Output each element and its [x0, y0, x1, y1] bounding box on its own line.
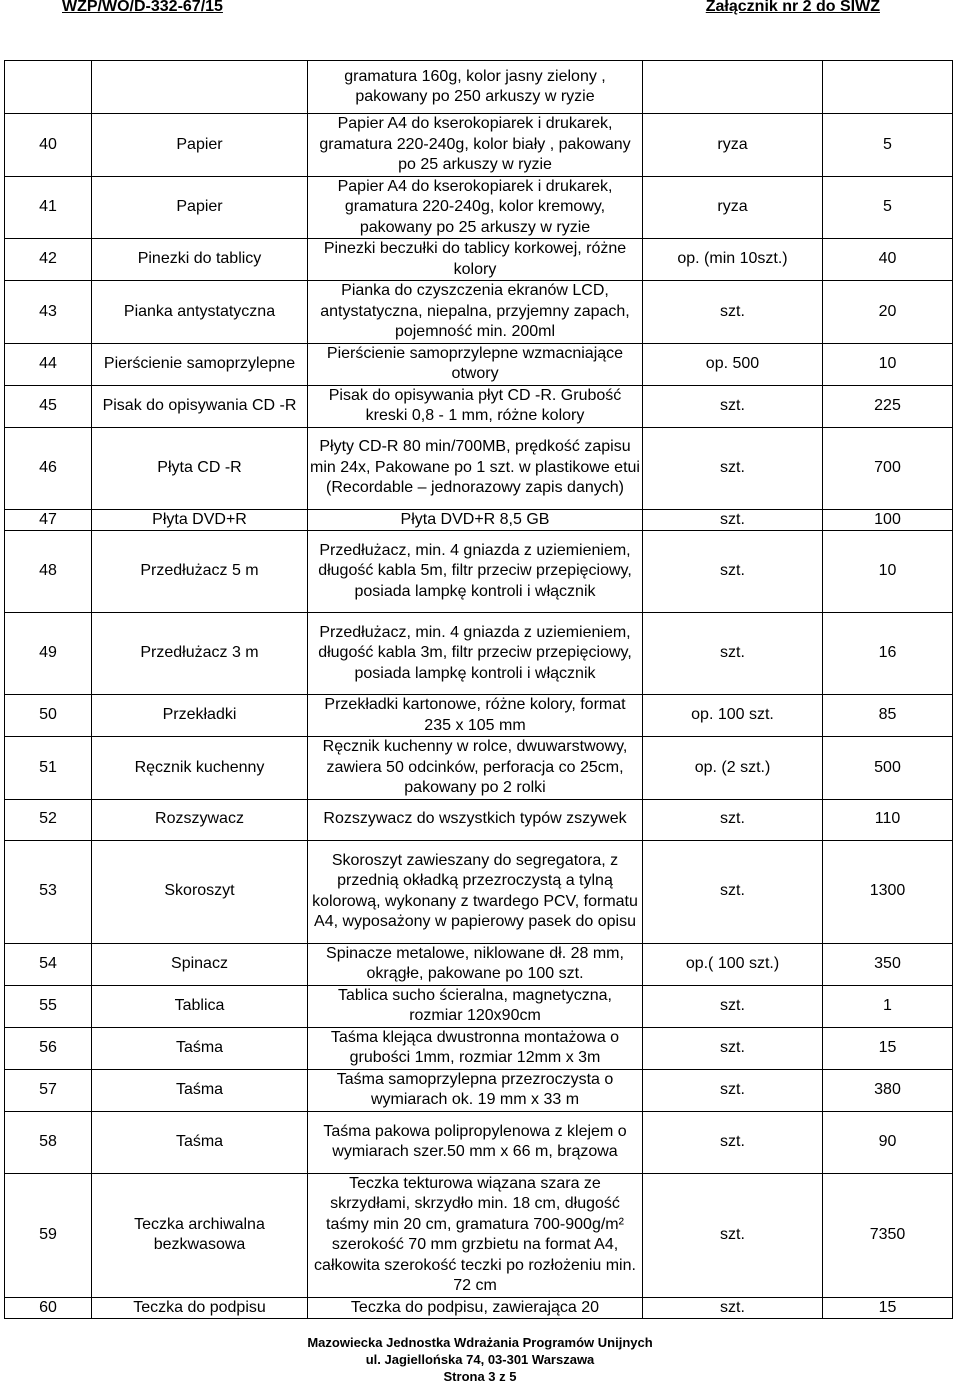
item-number: 47 — [5, 509, 92, 531]
item-unit: szt. — [643, 1173, 823, 1297]
table-row — [5, 281, 953, 344]
item-quantity: 380 — [823, 1069, 953, 1111]
table-row — [5, 1297, 953, 1319]
item-number: 54 — [5, 943, 92, 985]
item-number: 60 — [5, 1297, 92, 1319]
item-name: Teczka do podpisu — [92, 1297, 308, 1319]
item-unit: op.( 100 szt.) — [643, 943, 823, 985]
item-description: Papier A4 do kserokopiarek i drukarek, gramatura 220-240g, kolor biały , pakowany po 25 arkuszy w ryzie — [308, 114, 643, 177]
item-number: 44 — [5, 343, 92, 385]
item-name: Tablica — [92, 985, 308, 1027]
attachment-label: Załącznik nr 2 do SIWZ — [705, 0, 880, 15]
table-row — [5, 985, 953, 1027]
item-quantity: 15 — [823, 1297, 953, 1319]
item-quantity: 5 — [823, 114, 953, 177]
item-unit: ryza — [643, 114, 823, 177]
item-quantity: 90 — [823, 1111, 953, 1173]
item-number: 42 — [5, 239, 92, 281]
footer-address: ul. Jagiellońska 74, 03-301 Warszawa — [365, 1352, 595, 1367]
item-quantity: 85 — [823, 695, 953, 737]
item-unit: szt. — [643, 531, 823, 613]
item-name: Rozszywacz — [92, 799, 308, 840]
item-description: Taśma pakowa polipropylenowa z klejem o wymiarach szer.50 mm x 66 m, brązowa — [308, 1111, 643, 1173]
item-quantity: 5 — [823, 176, 953, 239]
item-name: Spinacz — [92, 943, 308, 985]
item-number: 46 — [5, 427, 92, 509]
item-name: Skoroszyt — [92, 840, 308, 943]
item-name: Taśma — [92, 1027, 308, 1069]
item-unit: szt. — [643, 385, 823, 427]
item-description: Pierścienie samoprzylepne wzmacniające otwory — [308, 343, 643, 385]
item-number: 49 — [5, 613, 92, 695]
item-quantity: 225 — [823, 385, 953, 427]
table-row — [5, 799, 953, 840]
item-name: Pinezki do tablicy — [92, 239, 308, 281]
item-number: 48 — [5, 531, 92, 613]
table-row — [5, 737, 953, 800]
item-description: Teczka do podpisu, zawierająca 20 — [308, 1297, 643, 1319]
table-row — [5, 531, 953, 613]
item-quantity: 1300 — [823, 840, 953, 943]
item-number: 59 — [5, 1173, 92, 1297]
item-description: Spinacze metalowe, niklowane dł. 28 mm, okrągłe, pakowane po 100 szt. — [308, 943, 643, 985]
item-name: Płyta DVD+R — [92, 509, 308, 531]
table-row — [5, 385, 953, 427]
item-number: 40 — [5, 114, 92, 177]
item-quantity — [823, 61, 953, 114]
item-number: 51 — [5, 737, 92, 800]
document-reference: WZP/WO/D-332-67/15 — [62, 0, 223, 15]
item-description: Ręcznik kuchenny w rolce, dwuwarstwowy, zawiera 50 odcinków, perforacja co 25cm, pakowany po 2 rolki — [308, 737, 643, 800]
item-description: Pisak do opisywania płyt CD -R. Grubość kreski 0,8 - 1 mm, różne kolory — [308, 385, 643, 427]
table-row — [5, 343, 953, 385]
item-description: Taśma klejąca dwustronna montażowa o grubości 1mm, rozmiar 12mm x 3m — [308, 1027, 643, 1069]
item-number: 41 — [5, 176, 92, 239]
table-row — [5, 943, 953, 985]
item-number: 50 — [5, 695, 92, 737]
item-name — [92, 61, 308, 114]
item-unit: szt. — [643, 1069, 823, 1111]
item-description: Przedłużacz, min. 4 gniazda z uziemieniem, długość kabla 3m, filtr przeciw przepięciowy, posiada lampkę kontroli i włącznik — [308, 613, 643, 695]
item-unit: ryza — [643, 176, 823, 239]
item-unit: szt. — [643, 281, 823, 344]
item-description: Płyta DVD+R 8,5 GB — [308, 509, 643, 531]
item-quantity: 100 — [823, 509, 953, 531]
item-unit: op. 100 szt. — [643, 695, 823, 737]
table-row — [5, 613, 953, 695]
item-number: 45 — [5, 385, 92, 427]
item-name: Przedłużacz 3 m — [92, 613, 308, 695]
table-row — [5, 695, 953, 737]
item-name: Przedłużacz 5 m — [92, 531, 308, 613]
item-name: Papier — [92, 114, 308, 177]
item-quantity: 16 — [823, 613, 953, 695]
item-description: Pianka do czyszczenia ekranów LCD, antystatyczna, niepalna, przyjemny zapach, pojemność min. 200ml — [308, 281, 643, 344]
item-description: Pinezki beczułki do tablicy korkowej, różne kolory — [308, 239, 643, 281]
table-row — [5, 176, 953, 239]
table-row — [5, 114, 953, 177]
item-quantity: 110 — [823, 799, 953, 840]
item-unit: szt. — [643, 1027, 823, 1069]
item-name: Ręcznik kuchenny — [92, 737, 308, 800]
item-unit: szt. — [643, 840, 823, 943]
item-unit — [643, 61, 823, 114]
item-name: Teczka archiwalna bezkwasowa — [92, 1173, 308, 1297]
item-description: Papier A4 do kserokopiarek i drukarek, gramatura 220-240g, kolor kremowy, pakowany po 25 arkuszy w ryzie — [308, 176, 643, 239]
item-unit: szt. — [643, 1111, 823, 1173]
table-row — [5, 840, 953, 943]
item-number: 56 — [5, 1027, 92, 1069]
table-row — [5, 1173, 953, 1297]
item-description: Skoroszyt zawieszany do segregatora, z przednią okładką przezroczystą a tylną kolorową, wykonany z twardego PCV, formatu A4, wyposażony w papierowy pasek do opisu — [308, 840, 643, 943]
item-quantity: 500 — [823, 737, 953, 800]
item-name: Taśma — [92, 1069, 308, 1111]
item-description: Teczka tekturowa wiązana szara ze skrzydłami, skrzydło min. 18 cm, długość taśmy min 20 cm, gramatura 700-900g/m² szerokość 70 mm grzbietu na format A4, całkowita szerokość teczki po rozłożeniu min. 72 cm — [308, 1173, 643, 1297]
footer-institution: Mazowiecka Jednostka Wdrażania Programów Unijnych — [307, 1335, 653, 1350]
item-number: 53 — [5, 840, 92, 943]
item-quantity: 20 — [823, 281, 953, 344]
item-unit: szt. — [643, 509, 823, 531]
item-quantity: 700 — [823, 427, 953, 509]
item-number: 55 — [5, 985, 92, 1027]
table-row — [5, 61, 953, 114]
item-unit: szt. — [643, 985, 823, 1027]
table-row — [5, 427, 953, 509]
item-unit: szt. — [643, 427, 823, 509]
item-quantity: 15 — [823, 1027, 953, 1069]
item-quantity: 40 — [823, 239, 953, 281]
item-name: Papier — [92, 176, 308, 239]
item-description: Przekładki kartonowe, różne kolory, format 235 x 105 mm — [308, 695, 643, 737]
table-row — [5, 1027, 953, 1069]
item-description: Tablica sucho ścieralna, magnetyczna, rozmiar 120x90cm — [308, 985, 643, 1027]
item-name: Płyta CD -R — [92, 427, 308, 509]
item-description: Płyty CD-R 80 min/700MB, prędkość zapisu min 24x, Pakowane po 1 szt. w plastikowe etui (Recordable – jednorazowy zapis danych) — [308, 427, 643, 509]
items-table — [4, 60, 953, 1319]
item-name: Taśma — [92, 1111, 308, 1173]
item-number: 52 — [5, 799, 92, 840]
item-unit: op. (min 10szt.) — [643, 239, 823, 281]
table-row — [5, 1111, 953, 1173]
item-description: Rozszywacz do wszystkich typów zszywek — [308, 799, 643, 840]
item-unit: op. (2 szt.) — [643, 737, 823, 800]
item-quantity: 1 — [823, 985, 953, 1027]
item-name: Pianka antystatyczna — [92, 281, 308, 344]
item-number: 58 — [5, 1111, 92, 1173]
footer — [0, 1334, 960, 1385]
item-number — [5, 61, 92, 114]
item-name: Pierścienie samoprzylepne — [92, 343, 308, 385]
item-unit: op. 500 — [643, 343, 823, 385]
table-row — [5, 1069, 953, 1111]
item-unit: szt. — [643, 613, 823, 695]
table-row — [5, 239, 953, 281]
item-description: gramatura 160g, kolor jasny zielony , pakowany po 250 arkuszy w ryzie — [308, 61, 643, 114]
item-number: 43 — [5, 281, 92, 344]
item-quantity: 10 — [823, 343, 953, 385]
item-number: 57 — [5, 1069, 92, 1111]
page-number: Strona 3 z 5 — [443, 1369, 517, 1384]
item-name: Pisak do opisywania CD -R — [92, 385, 308, 427]
item-unit: szt. — [643, 1297, 823, 1319]
item-description: Przedłużacz, min. 4 gniazda z uziemieniem, długość kabla 5m, filtr przeciw przepięciowy, posiada lampkę kontroli i włącznik — [308, 531, 643, 613]
table-row — [5, 509, 953, 531]
item-quantity: 10 — [823, 531, 953, 613]
item-unit: szt. — [643, 799, 823, 840]
item-name: Przekładki — [92, 695, 308, 737]
item-quantity: 350 — [823, 943, 953, 985]
item-quantity: 7350 — [823, 1173, 953, 1297]
item-description: Taśma samoprzylepna przezroczysta o wymiarach ok. 19 mm x 33 m — [308, 1069, 643, 1111]
